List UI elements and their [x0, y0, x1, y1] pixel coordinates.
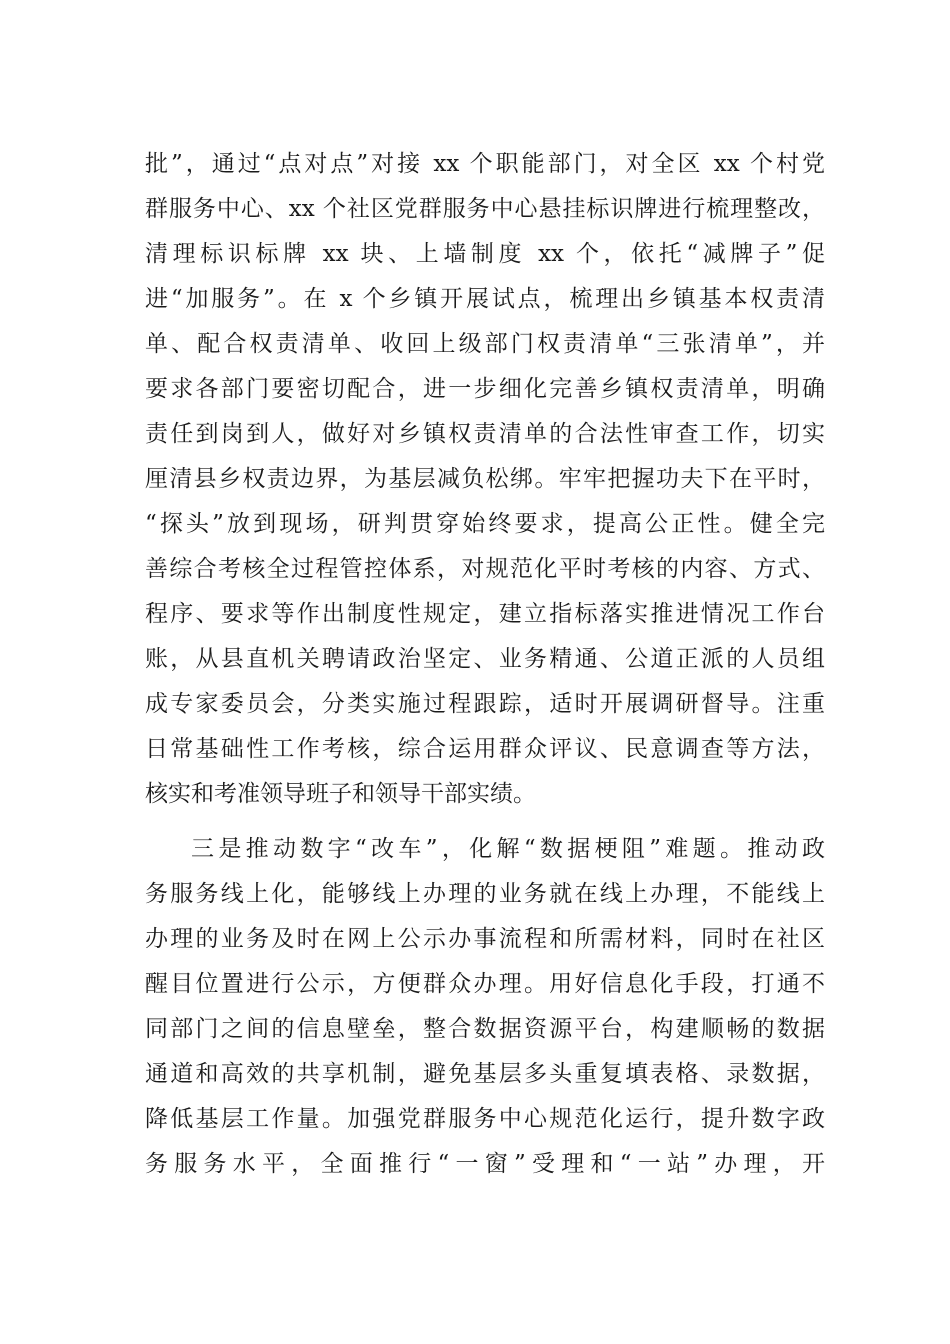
paragraph-continuation	[145, 142, 825, 817]
text-line: 清理标识标牌 xx 块、上墙制度 xx 个，依托“减牌子”促	[145, 241, 825, 267]
text-line: 责任到岗到人，做好对乡镇权责清单的合法性审查工作，切实	[145, 421, 825, 447]
text-line: 进“加服务”。在 x 个乡镇开展试点，梳理出乡镇基本权责清	[145, 286, 825, 312]
text-line: 厘清县乡权责边界，为基层减负松绑。牢牢把握功夫下在平时，	[145, 466, 825, 492]
text-line: “探头”放到现场，研判贯穿始终要求，提高公正性。健全完	[145, 511, 825, 537]
paragraph-gap	[145, 817, 825, 827]
text-line: 通道和高效的共享机制，避免基层多头重复填表格、录数据，	[145, 1061, 825, 1087]
text-line: 程序、要求等作出制度性规定，建立指标落实推进情况工作台	[145, 601, 825, 627]
text-line: 核实和考准领导班子和领导干部实绩。	[145, 781, 536, 807]
text-line: 日常基础性工作考核，综合运用群众评议、民意调查等方法，	[145, 736, 825, 762]
text-line: 账，从县直机关聘请政治坚定、业务精通、公道正派的人员组	[145, 646, 825, 672]
text-line: 务服务水平，全面推行“一窗”受理和“一站”办理，开	[145, 1151, 825, 1177]
text-line: 单、配合权责清单、收回上级部门权责清单“三张清单”，并	[145, 331, 825, 357]
text-line: 批”，通过“点对点”对接 xx 个职能部门，对全区 xx 个村党	[145, 151, 825, 177]
text-line: 善综合考核全过程管控体系，对规范化平时考核的内容、方式、	[145, 556, 825, 582]
text-line: 三是推动数字“改车”，化解“数据梗阻”难题。推动政	[191, 836, 825, 862]
text-line: 成专家委员会，分类实施过程跟踪，适时开展调研督导。注重	[145, 691, 825, 717]
text-line: 同部门之间的信息壁垒，整合数据资源平台，构建顺畅的数据	[145, 1016, 825, 1042]
text-line: 群服务中心、xx 个社区党群服务中心悬挂标识牌进行梳理整改，	[145, 196, 825, 222]
paragraph-digital-reform	[145, 827, 825, 1187]
text-line: 要求各部门要密切配合，进一步细化完善乡镇权责清单，明确	[145, 376, 825, 402]
text-line: 务服务线上化，能够线上办理的业务就在线上办理，不能线上	[145, 881, 825, 907]
text-line: 降低基层工作量。加强党群服务中心规范化运行，提升数字政	[145, 1106, 825, 1132]
text-line: 办理的业务及时在网上公示办事流程和所需材料，同时在社区	[145, 926, 825, 952]
body-text	[145, 142, 825, 1187]
text-line: 醒目位置进行公示，方便群众办理。用好信息化手段，打通不	[145, 971, 825, 997]
